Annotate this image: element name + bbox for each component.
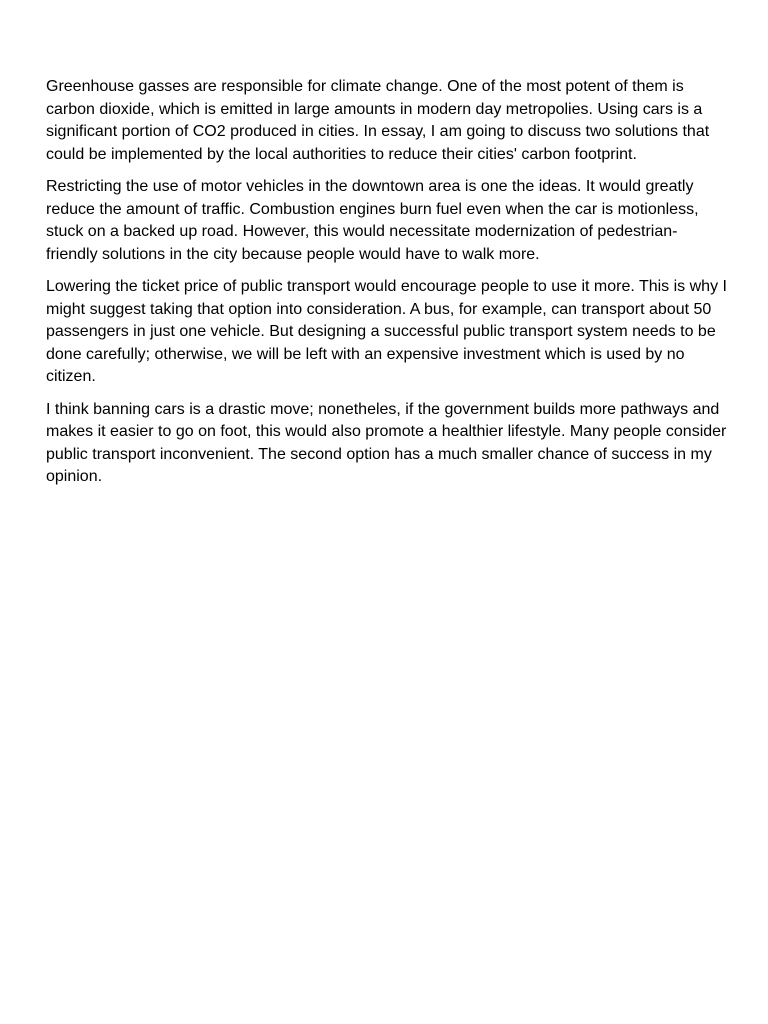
essay-paragraph-2: Restricting the use of motor vehicles in the downtown area is one the ideas. It would greatly reduce the amount of traffic. Combustion engines burn fuel even when the car is motionless, stuck on a backed up road. However, this would necessitate modernization of pedestrian-friendly solutions in the city because people would have to walk more.: [46, 178, 699, 263]
essay-paragraph-3: Lowering the ticket price of public transport would encourage people to use it more. This is why I might suggest taking that option into consideration. A bus, for example, can transport about 50 passengers in just one vehicle. But designing a successful public transport system needs to be done carefully; otherwise, we will be left with an expensive investment which is used by no citizen.: [46, 278, 727, 385]
essay-paragraph-1: Greenhouse gasses are responsible for climate change. One of the most potent of them is carbon dioxide, which is emitted in large amounts in modern day metropolies. Using cars is a significant portion of CO2 produced in cities. In essay, I am going to discuss two solutions that could be implemented by the local authorities to reduce their cities' carbon footprint.: [46, 78, 710, 163]
essay-paragraph-4: I think banning cars is a drastic move; nonetheles, if the government builds more pathways and makes it easier to go on foot, this would also promote a healthier lifestyle. Many people consider public transport inconvenient. The second option has a much smaller chance of success in my opinion.: [46, 400, 727, 485]
essay-body: [46, 76, 728, 499]
